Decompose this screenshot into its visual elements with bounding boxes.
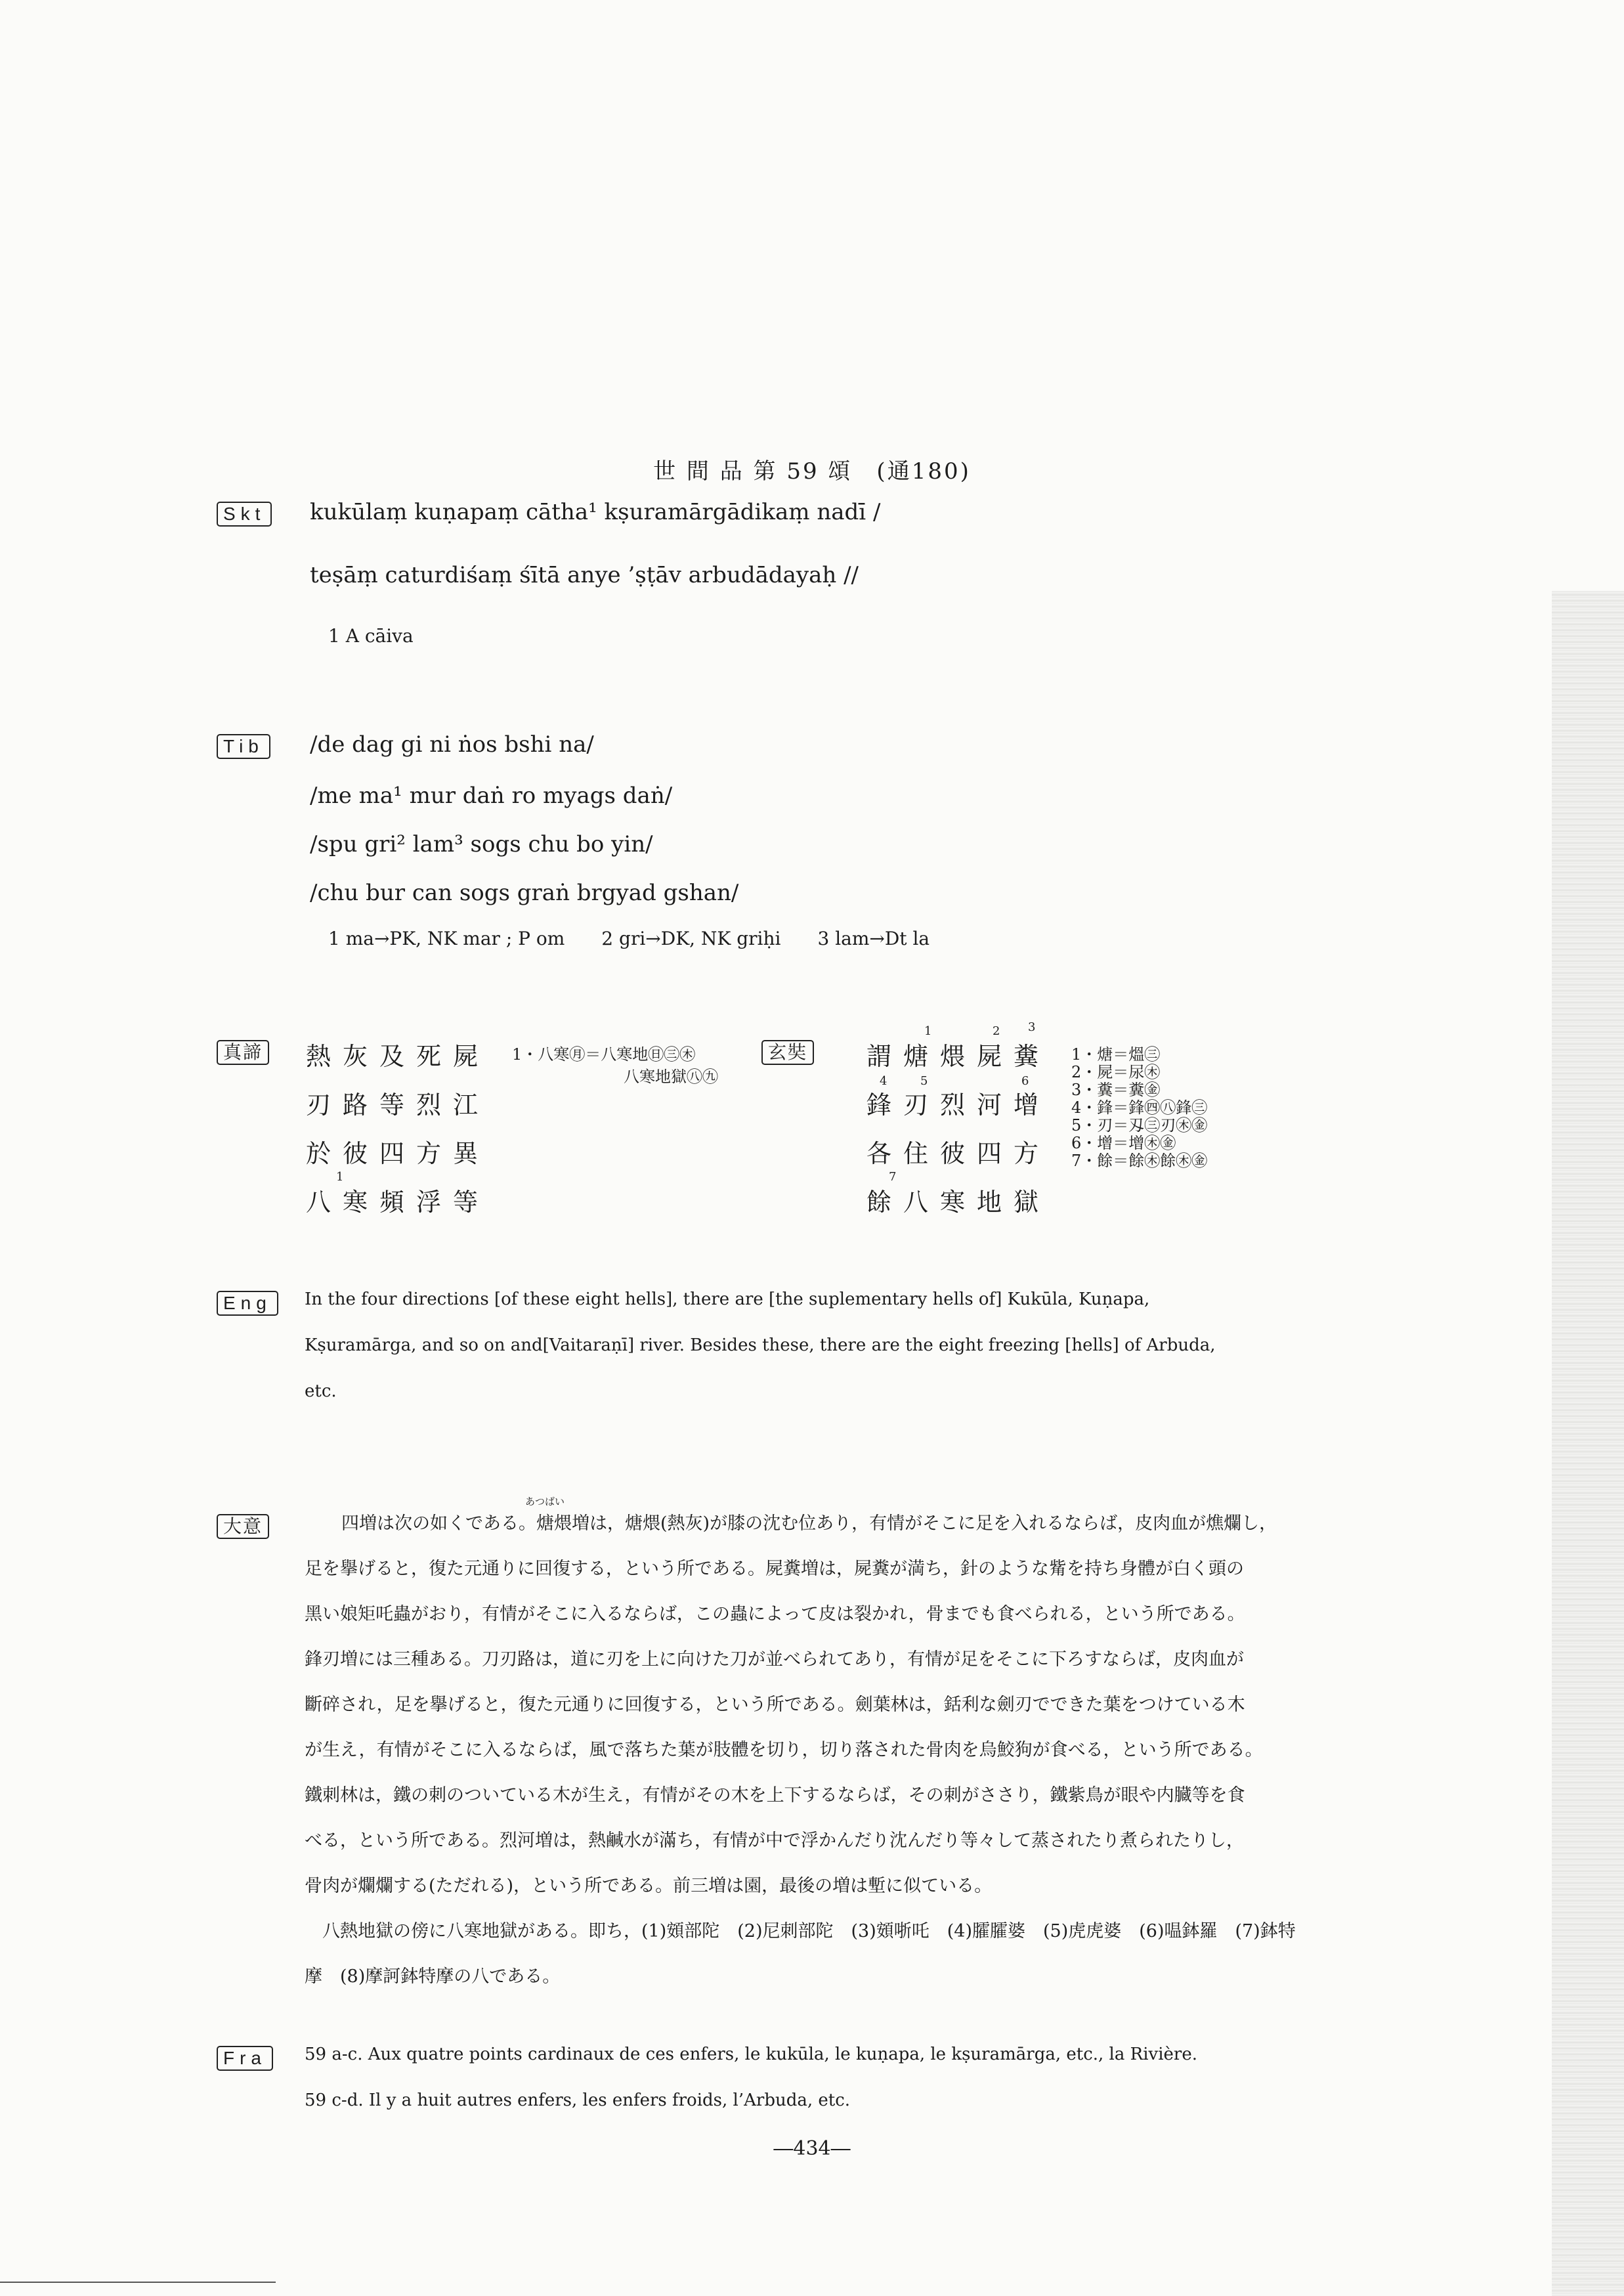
xuanzang-note-1: 1・煻＝熅㊂ (1071, 1045, 1161, 1064)
bottom-rule (0, 2282, 276, 2283)
page-number: ―434― (773, 2137, 851, 2160)
eng-line-1: In the four directions [of these eight hells], there are [the suplementary hells of] Kukūla, Kuṇapa, (305, 1289, 1150, 1309)
taii-line-2: 足を擧げると，復た元通りに回復する，という所である。屍糞増は，屍糞が満ち，針のような觜を持ち身體が白く頭の (305, 1559, 1244, 1579)
scan-edge-shadow (1552, 591, 1624, 2296)
xuanzang-note-7: 7・餘＝餘㊍餘㊍㊎ (1071, 1152, 1208, 1170)
xuanzang-note-marker-7: 7 (889, 1170, 897, 1184)
xuanzang-note-2: 2・屍＝尿㊍ (1071, 1063, 1161, 1081)
taii-line-7: 鐵刺林は，鐵の刺のついている木が生え，有情がその木を上下するならば，その刺がささり，鐵紫鳥が眼や内臓等を食 (305, 1785, 1245, 1806)
taii-line-11: 摩 (8)摩訶鉢特摩の八である。 (305, 1966, 561, 1987)
tib-verse-line-3: /spu gri² lam³ sogs chu bo yin/ (310, 831, 653, 857)
taii-ruby: あつばい (525, 1496, 565, 1507)
label-tib: Tib (217, 734, 270, 759)
xuanzang-note-marker-2: 2 (993, 1024, 1000, 1038)
label-taii: 大意 (217, 1514, 269, 1539)
skt-verse-line-2: teṣāṃ caturdiśaṃ śītā anye ’ṣṭāv arbudādayaḥ // (310, 562, 859, 588)
shintai-note-2: 八寒地獄㊇㊈ (624, 1068, 718, 1086)
taii-line-5: 斷碎され，足を擧げると，復た元通りに回復する，という所である。劍葉林は，銛利な劍刃でできた葉をつけている木 (305, 1695, 1245, 1715)
shintai-verse-line-3: 於彼四方異 (306, 1139, 490, 1168)
xuanzang-note-5: 5・刃＝刄㊂刃㊍㊎ (1071, 1116, 1208, 1135)
skt-footnote: 1 A cāiva (328, 625, 414, 647)
shintai-verse-line-1: 熱灰及死屍 (306, 1042, 490, 1071)
xuanzang-verse-line-3: 各住彼四方 (866, 1139, 1051, 1168)
xuanzang-note-marker-4: 4 (880, 1074, 887, 1088)
tib-verse-line-4: /chu bur can sogs graṅ brgyad gshan/ (310, 880, 739, 906)
xuanzang-verse-line-4: 餘八寒地獄 (866, 1188, 1051, 1217)
xuanzang-note-marker-6: 6 (1021, 1074, 1029, 1088)
xuanzang-note-6: 6・增＝增㊍㊎ (1071, 1134, 1176, 1152)
taii-line-6: が生え，有情がそこに入るならば，風で落ちた葉が肢體を切り，切り落された骨肉を烏鮫狗が食べる，という所である。 (305, 1740, 1263, 1760)
eng-line-3: etc. (305, 1381, 337, 1401)
xuanzang-note-marker-3: 3 (1028, 1020, 1036, 1034)
xuanzang-note-marker-5: 5 (920, 1074, 928, 1088)
taii-line-1: 四増は次の如くである。煻煨増は，煻煨(熱灰)が膝の沈む位あり，有情がそこに足を入れるならば，皮肉血が燋爛し， (341, 1513, 1277, 1534)
taii-line-10: 八熱地獄の傍に八寒地獄がある。即ち，(1)頞部陀 (2)尼刺部陀 (3)頞哳吒 (4)臛臛婆 (5)虎虎婆 (6)嗢鉢羅 (7)鉢特 (305, 1921, 1296, 1941)
taii-line-4: 鋒刃増には三種ある。刀刃路は，道に刃を上に向けた刀が並べられてあり，有情が足をそこに下ろすならば，皮肉血が (305, 1649, 1244, 1670)
label-xuanzang: 玄奘 (761, 1040, 814, 1065)
taii-line-3: 黑い娘矩吒蟲がおり，有情がそこに入るならば，この蟲によって皮は裂かれ，骨までも食べられる，という所である。 (305, 1604, 1245, 1624)
xuanzang-note-3: 3・糞＝糞㊎ (1071, 1081, 1161, 1099)
shintai-verse-line-2: 刃路等烈江 (306, 1091, 490, 1119)
xuanzang-note-4: 4・鋒＝鋒㊃㊇鋒㊂ (1071, 1098, 1208, 1117)
xuanzang-verse-line-1: 謂煻煨屍糞 (866, 1042, 1051, 1071)
tib-verse-line-1: /de dag gi ni ṅos bshi na/ (310, 731, 594, 758)
label-shintai: 真諦 (217, 1040, 269, 1065)
shintai-verse-line-4: 八寒頻浮等 (306, 1188, 490, 1217)
fra-line-2: 59 c-d. Il y a huit autres enfers, les enfers froids, l’Arbuda, etc. (305, 2090, 851, 2110)
eng-line-2: Kṣuramārga, and so on and[Vaitaraṇī] river. Besides these, there are the eight freezing [hells] of Arbuda, (305, 1335, 1216, 1355)
label-eng: Eng (217, 1291, 278, 1316)
shintai-note-1: 1・八寒㊊＝八寒地㊐㊂㊍ (512, 1045, 696, 1064)
xuanzang-verse-line-2: 鋒刃烈河增 (866, 1091, 1051, 1119)
shintai-note-marker: 1 (336, 1170, 344, 1184)
label-fra: Fra (217, 2046, 273, 2071)
skt-verse-line-1: kukūlaṃ kuṇapaṃ cātha¹ kṣuramārgādikaṃ nadī / (310, 499, 881, 525)
taii-line-8: べる，という所である。烈河増は，熱鹹水が滿ち，有情が中で浮かんだり沈んだり等々して蒸されたり煮られたりし， (305, 1830, 1244, 1851)
fra-line-1: 59 a-c. Aux quatre points cardinaux de ces enfers, le kukūla, le kuṇapa, le kṣuramārga, etc., la Rivière. (305, 2045, 1197, 2064)
label-skt: Skt (217, 502, 272, 527)
tib-footnote: 1 ma→PK, NK mar ; P om 2 gri→DK, NK griḥi 3 lam→Dt la (328, 928, 930, 949)
tib-verse-line-2: /me ma¹ mur daṅ ro myags daṅ/ (310, 783, 673, 809)
xuanzang-note-marker-1: 1 (924, 1024, 932, 1038)
taii-line-9: 骨肉が爛爛する(ただれる)，という所である。前三増は園，最後の増は塹に似ている。 (305, 1876, 993, 1896)
page-title: 世 間 品 第 59 頌 (通180) (653, 458, 971, 485)
